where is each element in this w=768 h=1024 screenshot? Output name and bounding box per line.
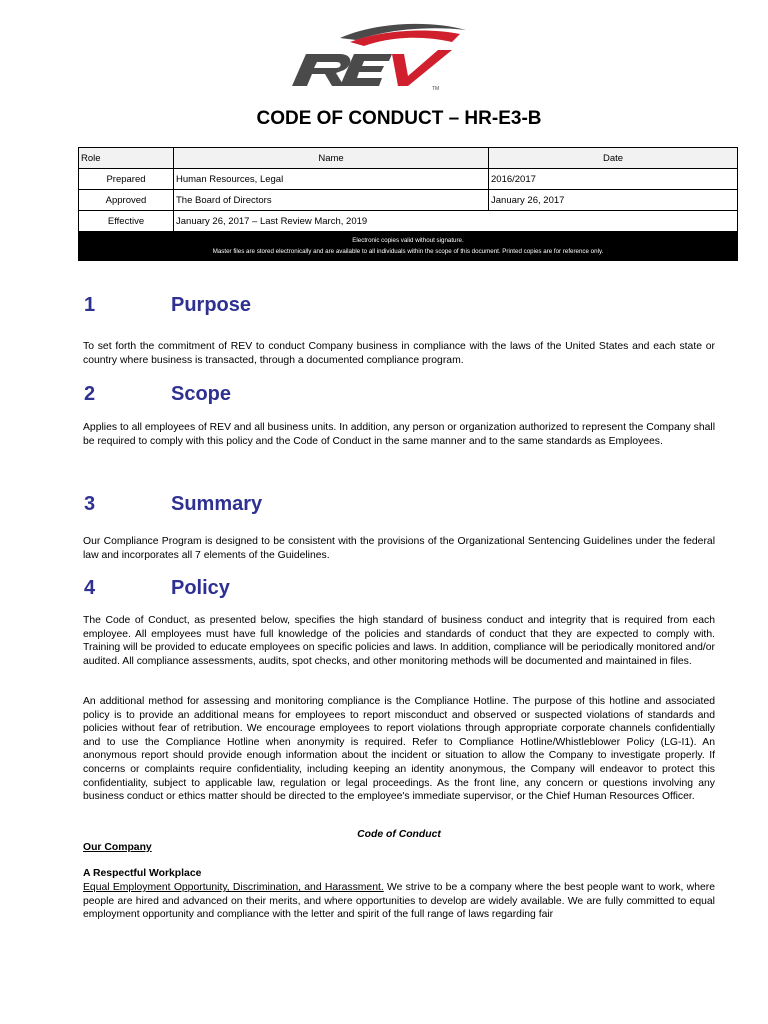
logo-r (292, 54, 350, 86)
respectful-workplace-heading: A Respectful Workplace (83, 868, 202, 879)
table-row (79, 211, 738, 232)
section-title: Policy (171, 577, 230, 599)
eeo-text: We strive to be a company where the best people want to work, where people are hired and advanced on their merits, and where opportunities to develop are widely available. We are fully committed to equal employment opportunity and compliance with the letter and spirit of the full range of laws regarding fair (83, 882, 715, 921)
rev-logo (280, 20, 470, 92)
row-name: Human Resources, Legal (174, 169, 489, 190)
our-company-heading: Our Company (83, 842, 152, 853)
logo-v (392, 50, 452, 86)
header-name: Name (174, 148, 489, 169)
eeo-label: Equal Employment Opportunity, Discrimination, and Harassment. (83, 882, 384, 893)
scope-paragraph: Applies to all employees of REV and all business units. In addition, any person or organization authorized to represent the Company shall be required to comply with this policy and the Code of Conduct in the same manner and to the same standards as Employees. (83, 422, 715, 447)
code-of-conduct-title: Code of Conduct (357, 829, 441, 840)
row-effective-value: January 26, 2017 – Last Review March, 2019 (174, 211, 738, 232)
row-role: Prepared (79, 169, 174, 190)
copy-notice-banner (78, 231, 738, 261)
section-number: 2 (84, 383, 96, 405)
table-row (79, 169, 738, 190)
section-heading-scope (84, 383, 231, 406)
section-title: Purpose (171, 294, 252, 316)
logo-trademark: TM (432, 86, 440, 92)
policy-paragraph: An additional method for assessing and monitoring compliance is the Compliance Hotline. The purpose of this hotline and associated policy is to provide an additional means for employees to report misconduct and observed or suspected violations of standards and policies without fear of retribution. We encourage employees to report violations through appropriate corporate channels confidentially and to use the Compliance Hotline when anonymity is required. Refer to Compliance Hotline/Whistleblower Policy (LG-I1). An anonymous report should provide enough information about the incident or situation to allow the Company to investigate properly. If concerns or complaints require confidentiality, including keeping an identity anonymous, the Company will endeavor to protect this confidentiality, subject to applicable law, regulation or legal proceedings. As the front line, any concern or questions involving any business conduct or ethics matter should be directed to the employee's immediate supervisor, or the Chief Human Resources Officer. (83, 696, 715, 803)
table-header-row (79, 148, 738, 169)
eeo-paragraph (83, 881, 715, 922)
table-row (79, 190, 738, 211)
row-date: 2016/2017 (489, 169, 738, 190)
section-heading-purpose (84, 294, 251, 317)
section-title: Summary (171, 493, 263, 515)
row-name: The Board of Directors (174, 190, 489, 211)
document-control-table (78, 147, 738, 232)
section-heading-policy (84, 577, 230, 600)
header-role: Role (79, 148, 174, 169)
purpose-paragraph: To set forth the commitment of REV to conduct Company business in compliance with the laws of the United States and each state or country where business is transacted, through a documented compliance program. (83, 341, 715, 366)
notice-line-2: Master files are stored electronically and are available to all individuals within the scope of this document. Printed copies are for reference only. (212, 248, 604, 255)
section-number: 1 (84, 294, 96, 316)
document-title: CODE OF CONDUCT – HR-E3-B (256, 108, 542, 129)
row-role: Approved (79, 190, 174, 211)
notice-line-1: Electronic copies valid without signature. (352, 237, 464, 244)
row-role: Effective (79, 211, 174, 232)
section-number: 3 (84, 493, 96, 515)
header-date: Date (489, 148, 738, 169)
summary-paragraph: Our Compliance Program is designed to be consistent with the provisions of the Organizational Sentencing Guidelines under the federal law and incorporates all 7 elements of the Guidelines. (83, 536, 715, 561)
section-title: Scope (171, 383, 232, 405)
section-heading-summary (84, 493, 262, 516)
policy-paragraph: The Code of Conduct, as presented below, specifies the high standard of business conduct and integrity that is required from each employee. All employees must have full knowledge of the policies and standards of conduct that they are expected to comply with. Training will be provided to educate employees on specific policies and laws. In addition, compliance will be periodically monitored and/or audited. All compliance assessments, audits, spot checks, and other monitoring methods will be documented and maintained in files. (83, 615, 715, 667)
row-date: January 26, 2017 (489, 190, 738, 211)
section-number: 4 (84, 577, 96, 599)
